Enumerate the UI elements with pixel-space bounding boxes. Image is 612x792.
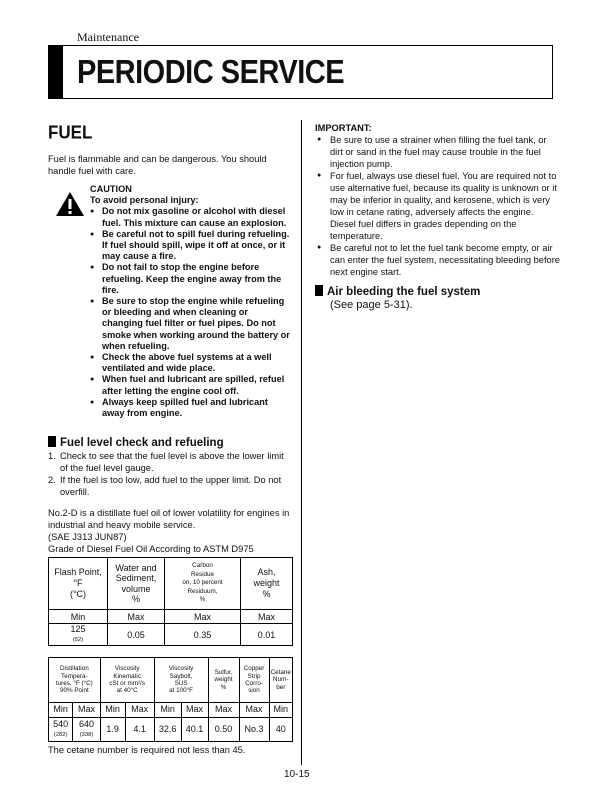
- value-cell: 40: [269, 718, 292, 742]
- limit-cell: Min: [269, 703, 292, 718]
- th-saybolt-viscosity: Viscosity Saybolt, SUS at 100°F: [154, 658, 208, 703]
- value-cell: 32.6: [154, 718, 181, 742]
- list-item: [48, 450, 293, 474]
- distillation-max-value: 640 (338): [73, 718, 100, 742]
- limit-cell: Min: [100, 703, 125, 718]
- sae-ref: (SAE J313 JUN87): [48, 532, 127, 542]
- limit-cell: Max: [108, 610, 165, 624]
- cetane-note: The cetane number is required not less than 45.: [48, 745, 246, 755]
- distillation-min-value: 540 (282): [49, 718, 73, 742]
- caution-item: ● Check the above fuel systems at a well ventilated and wide place.: [90, 352, 290, 374]
- diesel-spec-text: [48, 507, 293, 555]
- limit-cell: Min: [154, 703, 181, 718]
- important-item: ● Be careful not to let the fuel tank become empty, or air can enter the fuel system, necessitating bleeding before next engine start.: [315, 242, 560, 278]
- caution-block: [90, 184, 290, 419]
- step-text: Check to see that the fuel level is above the lower limit of the fuel level gauge.: [60, 451, 284, 473]
- table-header-row: [49, 658, 293, 703]
- table-header-row: [49, 558, 293, 610]
- title-bar: [49, 46, 63, 98]
- fuel-level-heading: [48, 436, 224, 449]
- list-item: [48, 474, 293, 498]
- limit-cell: Max: [165, 610, 241, 624]
- table-row: [49, 718, 293, 742]
- caution-item: ● Do not fail to stop the engine before refueling. Keep the engine away from the fire.: [90, 262, 290, 296]
- limit-cell: Max: [181, 703, 208, 718]
- step-number: 1.: [48, 451, 56, 461]
- water-value: 0.05: [108, 624, 165, 646]
- table-row: [49, 624, 293, 646]
- th-carbon-residue: Carbon Residue on, 10 percent Residuum, %: [165, 558, 241, 610]
- important-label: IMPORTANT:: [315, 123, 372, 133]
- value-cell: 0.50: [208, 718, 239, 742]
- value-cell: 1.9: [100, 718, 125, 742]
- fuel-level-steps: [48, 450, 293, 498]
- important-item: ● Be sure to use a strainer when filling the fuel tank, or dirt or sand in the fuel may cause trouble in the fuel injection pump.: [315, 134, 560, 170]
- th-kinematic-viscosity: Viscosity Kinematic cSt or mm²/s at 40°C: [100, 658, 154, 703]
- th-flash-point: Flash Point, °F (°C): [49, 558, 108, 610]
- heading-square-icon: [315, 285, 323, 296]
- ash-value: 0.01: [241, 624, 293, 646]
- caution-item: ● Always keep spilled fuel and lubricant away from engine.: [90, 397, 290, 419]
- air-bleeding-heading: [315, 285, 480, 298]
- carbon-value: 0.35: [165, 624, 241, 646]
- page-title-box: [48, 45, 553, 99]
- caution-item: ● Be careful not to spill fuel during refueling. If fuel should spill, wipe it off at once, or it may cause a fire.: [90, 229, 290, 263]
- table-row: [49, 703, 293, 718]
- diesel-spec-para: No.2-D is a distillate fuel oil of lower volatility for engines in industrial and heavy mobile service.: [48, 508, 290, 530]
- fuel-heading: FUEL: [48, 122, 93, 143]
- fuel-spec-table-2: [48, 657, 293, 742]
- flash-point-value: 125 (52): [49, 624, 108, 646]
- air-bleeding-heading-text: Air bleeding the fuel system: [327, 286, 481, 298]
- limit-cell: Max: [239, 703, 269, 718]
- caution-item: ● Be sure to stop the engine while refueling or bleeding and when cleaning or changing fuel filter or fuel pipes. Do not smoke when working around the battery or when refueling.: [90, 296, 290, 352]
- step-number: 2.: [48, 475, 56, 485]
- fuel-intro: Fuel is flammable and can be dangerous. You should handle fuel with care.: [48, 154, 267, 176]
- value-cell: 40.1: [181, 718, 208, 742]
- warning-triangle-icon: [55, 191, 85, 217]
- limit-cell: Max: [125, 703, 154, 718]
- page-number: 10-15: [284, 769, 310, 780]
- caution-sub: To avoid personal injury:: [90, 195, 199, 206]
- heading-square-icon: [48, 436, 56, 447]
- th-distillation: Distillation Tempera- tures, °F (°C) 90% Point: [49, 658, 101, 703]
- section-label: Maintenance: [77, 30, 139, 44]
- table-row: [49, 610, 293, 624]
- limit-cell: Min: [49, 703, 73, 718]
- th-cetane: Cetane Num- ber: [269, 658, 292, 703]
- th-ash: Ash, weight %: [241, 558, 293, 610]
- value-cell: 4.1: [125, 718, 154, 742]
- th-sulfur: Sulfur, weight %: [208, 658, 239, 703]
- limit-cell: Max: [241, 610, 293, 624]
- important-block: [315, 122, 560, 278]
- th-copper-strip: Copper Strip Corro- sion: [239, 658, 269, 703]
- limit-cell: Max: [73, 703, 100, 718]
- caution-label: CAUTION: [90, 184, 132, 194]
- value-cell: No.3: [239, 718, 269, 742]
- limit-cell: Min: [49, 610, 108, 624]
- step-text: If the fuel is too low, add fuel to the upper limit. Do not overfill.: [60, 475, 282, 497]
- limit-cell: Max: [208, 703, 239, 718]
- caution-item: ● Do not mix gasoline or alcohol with diesel fuel. This mixture can cause an explosion.: [90, 206, 290, 228]
- important-item: ● For fuel, always use diesel fuel. You are required not to use alternative fuel, because its quality is unknown or it may be inferior in quality, and kerosene, which is very low in cetane rating, adversely affects the engine. Diesel fuel differs in grades depending on the temperature.: [315, 170, 560, 242]
- column-divider: [301, 120, 302, 765]
- air-bleeding-ref: (See page 5-31).: [330, 299, 413, 311]
- fuel-level-heading-text: Fuel level check and refueling: [60, 437, 224, 449]
- fuel-spec-table-1: [48, 557, 293, 646]
- caution-item: ● When fuel and lubricant are spilled, refuel after letting the engine cool off.: [90, 374, 290, 396]
- page-title: PERIODIC SERVICE: [77, 54, 345, 91]
- astm-grade-caption: Grade of Diesel Fuel Oil According to ASTM D975: [48, 544, 254, 554]
- th-water-sediment: Water and Sediment, volume %: [108, 558, 165, 610]
